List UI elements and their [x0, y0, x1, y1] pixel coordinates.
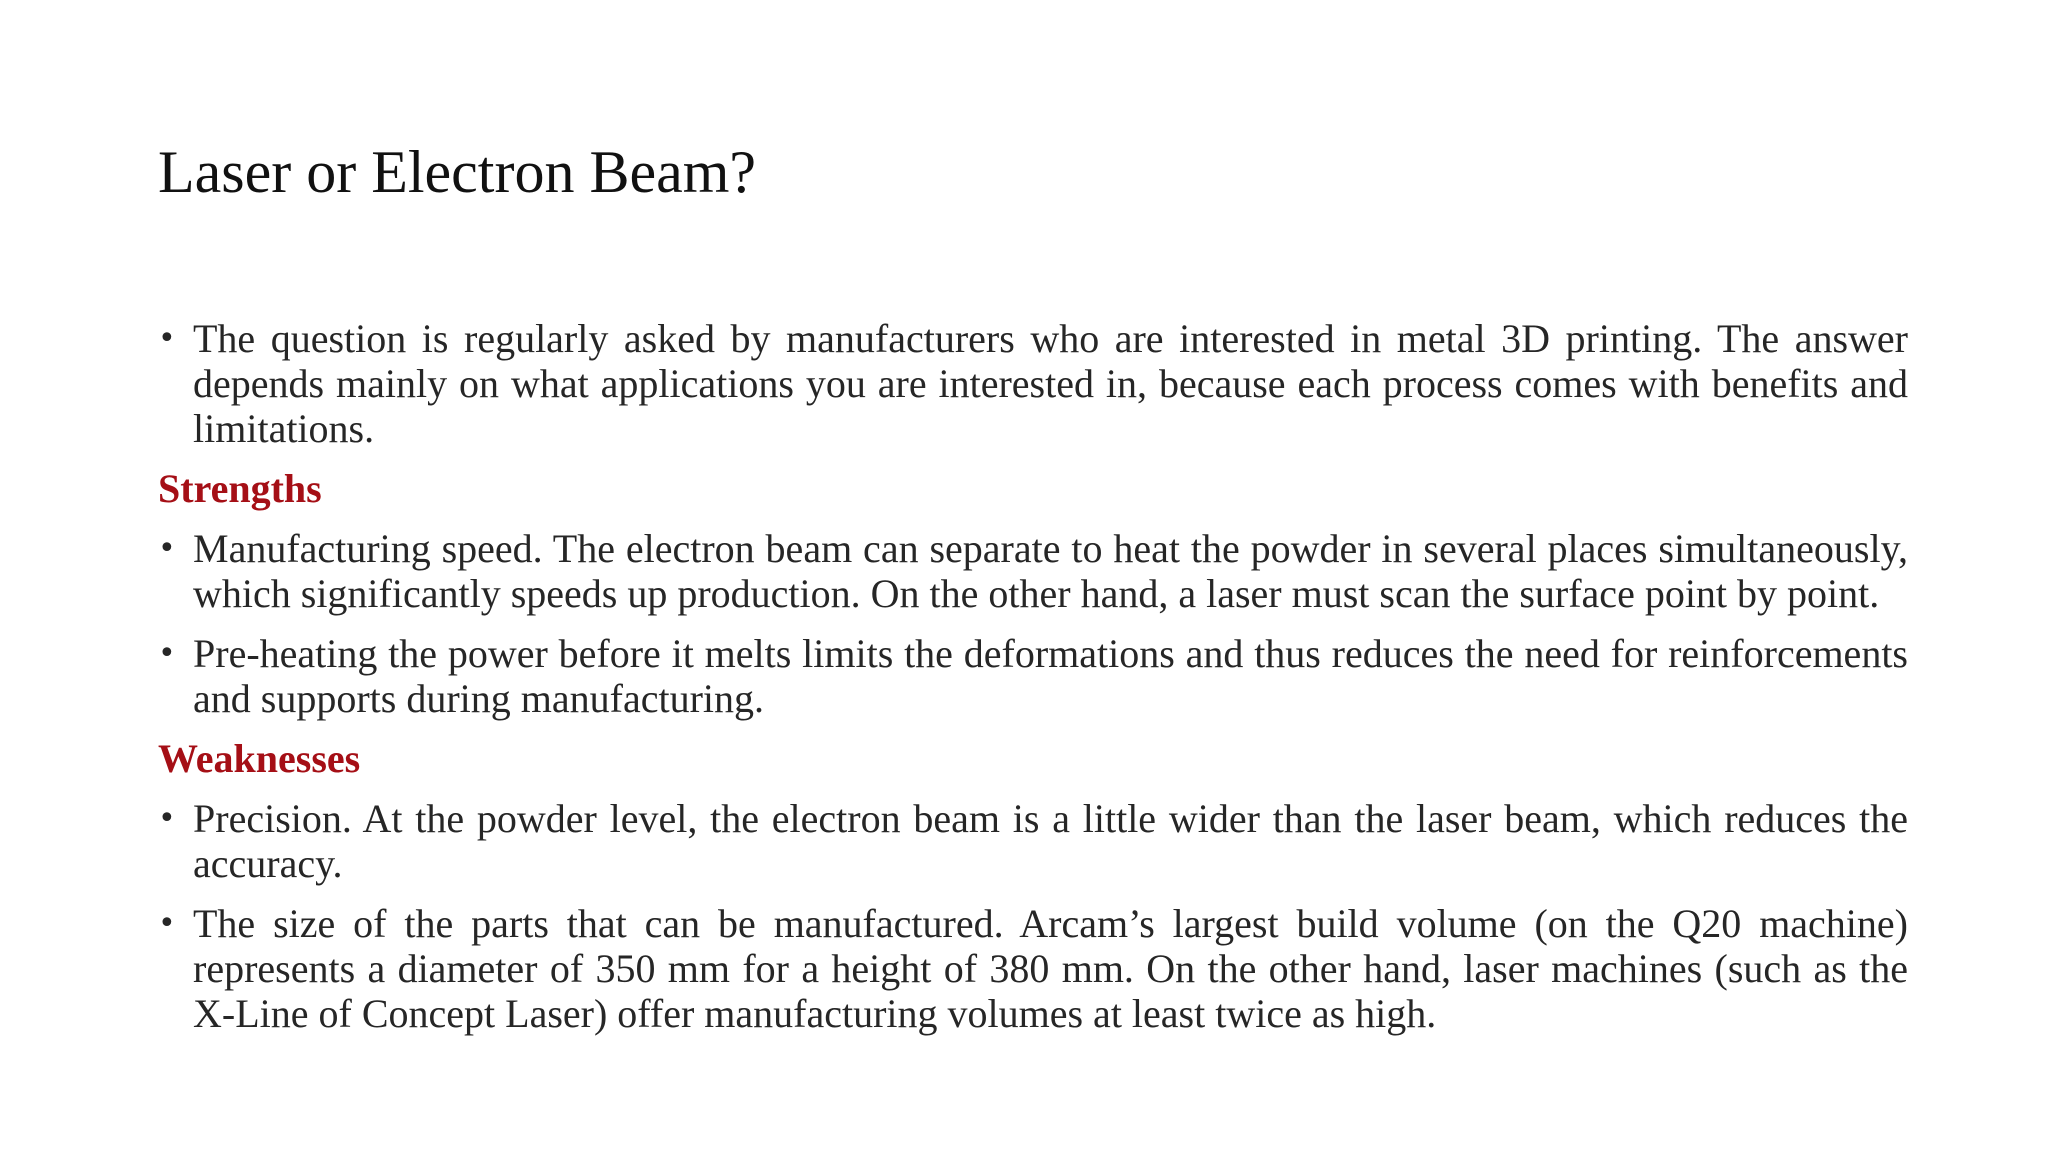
strength-bullet-1	[158, 526, 1908, 616]
strength-bullet-2-text: Pre-heating the power before it melts limits the deformations and thus reduces the need for reinforcements and supports during manufacturing.	[193, 631, 1908, 721]
weakness-bullet-1-text: Precision. At the powder level, the electron beam is a little wider than the laser beam, which reduces the accuracy.	[193, 796, 1908, 886]
weakness-bullet-1	[158, 796, 1908, 886]
intro-bullet	[158, 316, 1908, 451]
weakness-bullet-2-text: The size of the parts that can be manufactured. Arcam’s largest build volume (on the Q20 machine) represents a diameter of 350 mm for a height of 380 mm. On the other hand, laser machines (such as the X-Line of Concept Laser) offer manufacturing volumes at least twice as high.	[193, 901, 1908, 1036]
bullet-dot-icon: •	[158, 636, 176, 671]
strength-bullet-1-text: Manufacturing speed. The electron beam can separate to heat the powder in several places simultaneously, which significantly speeds up production. On the other hand, a laser must scan the surface point by point.	[193, 526, 1908, 616]
bullet-dot-icon: •	[158, 906, 176, 941]
slide-title: Laser or Electron Beam?	[158, 139, 757, 205]
slide-content	[158, 316, 1908, 1036]
strength-bullet-2	[158, 631, 1908, 721]
weakness-bullet-2	[158, 901, 1908, 1036]
weaknesses-heading: Weaknesses	[158, 736, 361, 781]
bullet-dot-icon: •	[158, 531, 176, 566]
strengths-heading: Strengths	[158, 466, 322, 511]
intro-bullet-text: The question is regularly asked by manufacturers who are interested in metal 3D printing. The answer depends mainly on what applications you are interested in, because each process comes with benefits and limitations.	[193, 316, 1908, 451]
bullet-dot-icon: •	[158, 801, 176, 836]
bullet-dot-icon: •	[158, 321, 176, 356]
